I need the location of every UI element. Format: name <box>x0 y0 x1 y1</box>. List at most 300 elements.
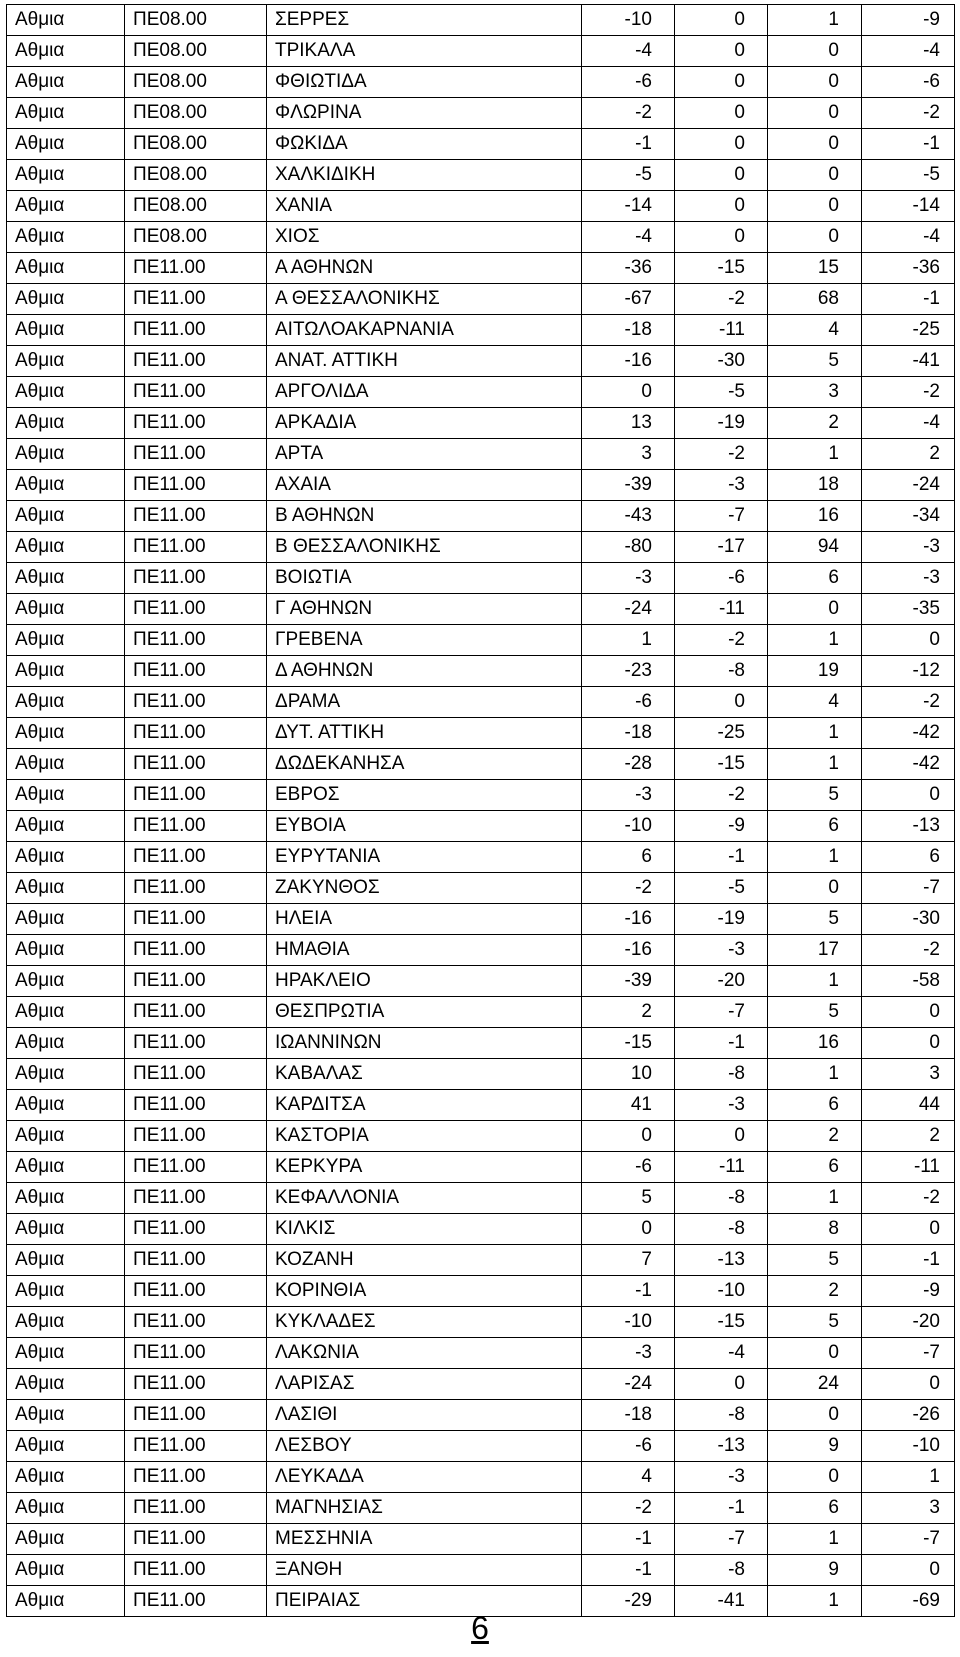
level-cell: Αθμια <box>7 1307 125 1338</box>
table-row <box>7 315 955 346</box>
specialty-cell: ΠΕ11.00 <box>125 966 267 997</box>
value-1-cell: -67 <box>582 284 675 315</box>
value-2-cell: -3 <box>675 1462 768 1493</box>
value-3-cell: 1 <box>768 966 862 997</box>
value-3-cell: 2 <box>768 1276 862 1307</box>
value-3-cell: 0 <box>768 222 862 253</box>
region-cell: ΛΑΡΙΣΑΣ <box>267 1369 582 1400</box>
region-cell: ΗΛΕΙΑ <box>267 904 582 935</box>
value-1-cell: 0 <box>582 1121 675 1152</box>
specialty-cell: ΠΕ11.00 <box>125 501 267 532</box>
specialty-cell: ΠΕ11.00 <box>125 1183 267 1214</box>
table-row <box>7 656 955 687</box>
total-cell: -4 <box>862 36 955 67</box>
level-cell: Αθμια <box>7 873 125 904</box>
total-cell: -25 <box>862 315 955 346</box>
value-2-cell: 0 <box>675 5 768 36</box>
table-row <box>7 563 955 594</box>
level-cell: Αθμια <box>7 1090 125 1121</box>
table-row <box>7 780 955 811</box>
table-row <box>7 470 955 501</box>
specialty-cell: ΠΕ08.00 <box>125 36 267 67</box>
specialty-cell: ΠΕ11.00 <box>125 594 267 625</box>
value-2-cell: -8 <box>675 1400 768 1431</box>
value-2-cell: -11 <box>675 1152 768 1183</box>
total-cell: -7 <box>862 873 955 904</box>
region-cell: Δ ΑΘΗΝΩΝ <box>267 656 582 687</box>
specialty-cell: ΠΕ11.00 <box>125 656 267 687</box>
specialty-cell: ΠΕ11.00 <box>125 904 267 935</box>
table-row <box>7 439 955 470</box>
value-3-cell: 3 <box>768 377 862 408</box>
value-2-cell: -13 <box>675 1431 768 1462</box>
value-3-cell: 24 <box>768 1369 862 1400</box>
value-2-cell: -25 <box>675 718 768 749</box>
value-1-cell: -1 <box>582 129 675 160</box>
specialty-cell: ΠΕ11.00 <box>125 1276 267 1307</box>
level-cell: Αθμια <box>7 408 125 439</box>
specialty-cell: ΠΕ08.00 <box>125 191 267 222</box>
specialty-cell: ΠΕ11.00 <box>125 253 267 284</box>
value-1-cell: -3 <box>582 780 675 811</box>
value-1-cell: 41 <box>582 1090 675 1121</box>
region-cell: ΧΙΟΣ <box>267 222 582 253</box>
value-2-cell: -41 <box>675 1586 768 1617</box>
level-cell: Αθμια <box>7 1276 125 1307</box>
region-cell: ΧΑΝΙΑ <box>267 191 582 222</box>
specialty-cell: ΠΕ11.00 <box>125 780 267 811</box>
table-row <box>7 842 955 873</box>
table-row <box>7 1369 955 1400</box>
total-cell: -35 <box>862 594 955 625</box>
level-cell: Αθμια <box>7 377 125 408</box>
value-1-cell: -18 <box>582 1400 675 1431</box>
value-3-cell: 2 <box>768 1121 862 1152</box>
value-1-cell: -39 <box>582 470 675 501</box>
total-cell: -4 <box>862 222 955 253</box>
value-1-cell: 10 <box>582 1059 675 1090</box>
specialty-cell: ΠΕ11.00 <box>125 532 267 563</box>
level-cell: Αθμια <box>7 904 125 935</box>
value-1-cell: 5 <box>582 1183 675 1214</box>
total-cell: 0 <box>862 780 955 811</box>
region-cell: ΚΑΡΔΙΤΣΑ <box>267 1090 582 1121</box>
table-row <box>7 594 955 625</box>
value-1-cell: 4 <box>582 1462 675 1493</box>
region-cell: ΙΩΑΝΝΙΝΩΝ <box>267 1028 582 1059</box>
value-3-cell: 16 <box>768 501 862 532</box>
table-row <box>7 1555 955 1586</box>
specialty-cell: ΠΕ11.00 <box>125 873 267 904</box>
value-2-cell: 0 <box>675 191 768 222</box>
total-cell: -69 <box>862 1586 955 1617</box>
table-row <box>7 129 955 160</box>
value-1-cell: -3 <box>582 563 675 594</box>
value-3-cell: 16 <box>768 1028 862 1059</box>
value-3-cell: 1 <box>768 749 862 780</box>
specialty-cell: ΠΕ11.00 <box>125 1431 267 1462</box>
value-2-cell: -5 <box>675 377 768 408</box>
value-2-cell: -7 <box>675 1524 768 1555</box>
value-3-cell: 5 <box>768 346 862 377</box>
value-1-cell: -2 <box>582 873 675 904</box>
value-2-cell: -15 <box>675 1307 768 1338</box>
value-3-cell: 1 <box>768 1059 862 1090</box>
value-3-cell: 6 <box>768 1090 862 1121</box>
value-2-cell: -2 <box>675 780 768 811</box>
level-cell: Αθμια <box>7 1152 125 1183</box>
region-cell: ΕΥΡΥΤΑΝΙΑ <box>267 842 582 873</box>
value-2-cell: -1 <box>675 1028 768 1059</box>
total-cell: -58 <box>862 966 955 997</box>
region-cell: ΚΟΖΑΝΗ <box>267 1245 582 1276</box>
value-1-cell: 2 <box>582 997 675 1028</box>
value-2-cell: -3 <box>675 1090 768 1121</box>
region-cell: ΖΑΚΥΝΘΟΣ <box>267 873 582 904</box>
value-3-cell: 0 <box>768 1400 862 1431</box>
value-1-cell: -1 <box>582 1276 675 1307</box>
value-2-cell: -8 <box>675 1214 768 1245</box>
value-1-cell: -23 <box>582 656 675 687</box>
value-1-cell: -10 <box>582 811 675 842</box>
level-cell: Αθμια <box>7 1431 125 1462</box>
level-cell: Αθμια <box>7 5 125 36</box>
value-3-cell: 9 <box>768 1555 862 1586</box>
data-table <box>6 4 955 1617</box>
specialty-cell: ΠΕ11.00 <box>125 718 267 749</box>
region-cell: ΒΟΙΩΤΙΑ <box>267 563 582 594</box>
value-3-cell: 6 <box>768 563 862 594</box>
total-cell: -5 <box>862 160 955 191</box>
value-2-cell: -30 <box>675 346 768 377</box>
total-cell: 2 <box>862 439 955 470</box>
value-3-cell: 0 <box>768 873 862 904</box>
level-cell: Αθμια <box>7 284 125 315</box>
specialty-cell: ΠΕ11.00 <box>125 408 267 439</box>
total-cell: -6 <box>862 67 955 98</box>
region-cell: ΑΡΓΟΛΙΔΑ <box>267 377 582 408</box>
value-2-cell: -7 <box>675 501 768 532</box>
specialty-cell: ΠΕ11.00 <box>125 439 267 470</box>
value-2-cell: -6 <box>675 563 768 594</box>
specialty-cell: ΠΕ11.00 <box>125 1307 267 1338</box>
total-cell: -7 <box>862 1338 955 1369</box>
specialty-cell: ΠΕ11.00 <box>125 1586 267 1617</box>
specialty-cell: ΠΕ11.00 <box>125 625 267 656</box>
table-row <box>7 67 955 98</box>
value-2-cell: -11 <box>675 315 768 346</box>
region-cell: ΧΑΛΚΙΔΙΚΗ <box>267 160 582 191</box>
value-2-cell: -15 <box>675 253 768 284</box>
value-2-cell: -2 <box>675 625 768 656</box>
value-3-cell: 1 <box>768 5 862 36</box>
value-1-cell: 0 <box>582 377 675 408</box>
level-cell: Αθμια <box>7 36 125 67</box>
table-row <box>7 1214 955 1245</box>
level-cell: Αθμια <box>7 780 125 811</box>
table-row <box>7 1338 955 1369</box>
level-cell: Αθμια <box>7 1245 125 1276</box>
value-2-cell: 0 <box>675 222 768 253</box>
total-cell: -2 <box>862 98 955 129</box>
region-cell: ΗΜΑΘΙΑ <box>267 935 582 966</box>
value-1-cell: -16 <box>582 904 675 935</box>
level-cell: Αθμια <box>7 1369 125 1400</box>
value-1-cell: -29 <box>582 1586 675 1617</box>
table-row <box>7 98 955 129</box>
table-row <box>7 408 955 439</box>
region-cell: ΛΕΣΒΟΥ <box>267 1431 582 1462</box>
table-row <box>7 532 955 563</box>
level-cell: Αθμια <box>7 222 125 253</box>
value-1-cell: 3 <box>582 439 675 470</box>
region-cell: ΚΕΦΑΛΛΟΝΙΑ <box>267 1183 582 1214</box>
total-cell: -12 <box>862 656 955 687</box>
table-row <box>7 284 955 315</box>
total-cell: 1 <box>862 1462 955 1493</box>
level-cell: Αθμια <box>7 935 125 966</box>
table-row <box>7 346 955 377</box>
table-row <box>7 966 955 997</box>
level-cell: Αθμια <box>7 160 125 191</box>
value-1-cell: -3 <box>582 1338 675 1369</box>
region-cell: ΕΒΡΟΣ <box>267 780 582 811</box>
value-3-cell: 1 <box>768 1524 862 1555</box>
value-3-cell: 4 <box>768 687 862 718</box>
specialty-cell: ΠΕ11.00 <box>125 470 267 501</box>
value-3-cell: 15 <box>768 253 862 284</box>
value-3-cell: 0 <box>768 160 862 191</box>
table-row <box>7 1400 955 1431</box>
table-row <box>7 1121 955 1152</box>
value-1-cell: 0 <box>582 1214 675 1245</box>
level-cell: Αθμια <box>7 1338 125 1369</box>
total-cell: -1 <box>862 284 955 315</box>
specialty-cell: ΠΕ11.00 <box>125 563 267 594</box>
region-cell: ΜΑΓΝΗΣΙΑΣ <box>267 1493 582 1524</box>
value-3-cell: 5 <box>768 904 862 935</box>
value-3-cell: 5 <box>768 997 862 1028</box>
total-cell: 44 <box>862 1090 955 1121</box>
region-cell: ΔΥΤ. ΑΤΤΙΚΗ <box>267 718 582 749</box>
total-cell: 0 <box>862 1369 955 1400</box>
region-cell: ΜΕΣΣΗΝΙΑ <box>267 1524 582 1555</box>
value-1-cell: 7 <box>582 1245 675 1276</box>
value-2-cell: 0 <box>675 160 768 191</box>
value-1-cell: -1 <box>582 1524 675 1555</box>
table-row <box>7 997 955 1028</box>
total-cell: -13 <box>862 811 955 842</box>
total-cell: -26 <box>862 1400 955 1431</box>
region-cell: ΛΑΚΩΝΙΑ <box>267 1338 582 1369</box>
table-row <box>7 253 955 284</box>
table-row <box>7 36 955 67</box>
level-cell: Αθμια <box>7 718 125 749</box>
value-1-cell: 1 <box>582 625 675 656</box>
region-cell: ΚΟΡΙΝΘΙΑ <box>267 1276 582 1307</box>
specialty-cell: ΠΕ11.00 <box>125 1214 267 1245</box>
table-row <box>7 904 955 935</box>
level-cell: Αθμια <box>7 1183 125 1214</box>
value-3-cell: 4 <box>768 315 862 346</box>
region-cell: ΠΕΙΡΑΙΑΣ <box>267 1586 582 1617</box>
total-cell: 0 <box>862 997 955 1028</box>
total-cell: -10 <box>862 1431 955 1462</box>
value-2-cell: -19 <box>675 408 768 439</box>
level-cell: Αθμια <box>7 532 125 563</box>
table-row <box>7 1493 955 1524</box>
level-cell: Αθμια <box>7 98 125 129</box>
table-row <box>7 1183 955 1214</box>
table-row <box>7 222 955 253</box>
value-2-cell: -8 <box>675 1555 768 1586</box>
value-1-cell: -18 <box>582 718 675 749</box>
table-row <box>7 1059 955 1090</box>
value-3-cell: 1 <box>768 1586 862 1617</box>
value-2-cell: 0 <box>675 67 768 98</box>
region-cell: ΑΧΑΙΑ <box>267 470 582 501</box>
specialty-cell: ΠΕ11.00 <box>125 1121 267 1152</box>
total-cell: -4 <box>862 408 955 439</box>
value-1-cell: -6 <box>582 67 675 98</box>
level-cell: Αθμια <box>7 1400 125 1431</box>
table-row <box>7 191 955 222</box>
specialty-cell: ΠΕ08.00 <box>125 129 267 160</box>
value-2-cell: -7 <box>675 997 768 1028</box>
total-cell: 0 <box>862 625 955 656</box>
total-cell: 3 <box>862 1059 955 1090</box>
region-cell: ΘΕΣΠΡΩΤΙΑ <box>267 997 582 1028</box>
page-number: 6 <box>471 1610 489 1646</box>
table-row <box>7 1028 955 1059</box>
value-2-cell: -15 <box>675 749 768 780</box>
level-cell: Αθμια <box>7 842 125 873</box>
value-1-cell: -18 <box>582 315 675 346</box>
level-cell: Αθμια <box>7 594 125 625</box>
table-row <box>7 749 955 780</box>
table-row <box>7 1152 955 1183</box>
region-cell: ΦΩΚΙΔΑ <box>267 129 582 160</box>
region-cell: ΚΑΣΤΟΡΙΑ <box>267 1121 582 1152</box>
region-cell: ΤΡΙΚΑΛΑ <box>267 36 582 67</box>
region-cell: ΦΛΩΡΙΝΑ <box>267 98 582 129</box>
specialty-cell: ΠΕ08.00 <box>125 5 267 36</box>
value-1-cell: -4 <box>582 36 675 67</box>
total-cell: -7 <box>862 1524 955 1555</box>
value-1-cell: -80 <box>582 532 675 563</box>
table-row <box>7 377 955 408</box>
specialty-cell: ΠΕ11.00 <box>125 284 267 315</box>
value-1-cell: -24 <box>582 594 675 625</box>
table-row <box>7 1090 955 1121</box>
value-1-cell: -39 <box>582 966 675 997</box>
level-cell: Αθμια <box>7 966 125 997</box>
level-cell: Αθμια <box>7 1028 125 1059</box>
specialty-cell: ΠΕ11.00 <box>125 1090 267 1121</box>
total-cell: -2 <box>862 1183 955 1214</box>
specialty-cell: ΠΕ11.00 <box>125 997 267 1028</box>
value-1-cell: -6 <box>582 1431 675 1462</box>
level-cell: Αθμια <box>7 501 125 532</box>
region-cell: ΑΡΤΑ <box>267 439 582 470</box>
value-1-cell: -28 <box>582 749 675 780</box>
total-cell: -20 <box>862 1307 955 1338</box>
value-3-cell: 17 <box>768 935 862 966</box>
region-cell: Β ΘΕΣΣΑΛΟΝΙΚΗΣ <box>267 532 582 563</box>
value-3-cell: 2 <box>768 408 862 439</box>
table-row <box>7 160 955 191</box>
value-2-cell: -8 <box>675 656 768 687</box>
region-cell: ΓΡΕΒΕΝΑ <box>267 625 582 656</box>
value-2-cell: -1 <box>675 1493 768 1524</box>
region-cell: ΛΑΣΙΘΙ <box>267 1400 582 1431</box>
value-3-cell: 19 <box>768 656 862 687</box>
value-2-cell: -13 <box>675 1245 768 1276</box>
level-cell: Αθμια <box>7 1493 125 1524</box>
value-3-cell: 18 <box>768 470 862 501</box>
level-cell: Αθμια <box>7 315 125 346</box>
value-2-cell: -19 <box>675 904 768 935</box>
level-cell: Αθμια <box>7 997 125 1028</box>
value-2-cell: -10 <box>675 1276 768 1307</box>
value-1-cell: -5 <box>582 160 675 191</box>
level-cell: Αθμια <box>7 1555 125 1586</box>
total-cell: -24 <box>862 470 955 501</box>
value-1-cell: -1 <box>582 1555 675 1586</box>
table-row <box>7 625 955 656</box>
value-3-cell: 0 <box>768 129 862 160</box>
value-1-cell: -36 <box>582 253 675 284</box>
level-cell: Αθμια <box>7 253 125 284</box>
specialty-cell: ΠΕ11.00 <box>125 1369 267 1400</box>
table-row <box>7 1462 955 1493</box>
total-cell: -9 <box>862 1276 955 1307</box>
region-cell: ΗΡΑΚΛΕΙΟ <box>267 966 582 997</box>
value-3-cell: 6 <box>768 1152 862 1183</box>
specialty-cell: ΠΕ11.00 <box>125 811 267 842</box>
value-1-cell: -14 <box>582 191 675 222</box>
value-2-cell: 0 <box>675 1121 768 1152</box>
value-1-cell: -2 <box>582 98 675 129</box>
region-cell: Α ΘΕΣΣΑΛΟΝΙΚΗΣ <box>267 284 582 315</box>
region-cell: ΞΑΝΘΗ <box>267 1555 582 1586</box>
level-cell: Αθμια <box>7 749 125 780</box>
value-2-cell: -2 <box>675 439 768 470</box>
value-1-cell: -10 <box>582 1307 675 1338</box>
level-cell: Αθμια <box>7 191 125 222</box>
specialty-cell: ΠΕ11.00 <box>125 315 267 346</box>
specialty-cell: ΠΕ11.00 <box>125 1245 267 1276</box>
value-3-cell: 5 <box>768 1307 862 1338</box>
region-cell: ΚΙΛΚΙΣ <box>267 1214 582 1245</box>
total-cell: -34 <box>862 501 955 532</box>
total-cell: -3 <box>862 563 955 594</box>
total-cell: -3 <box>862 532 955 563</box>
table-row <box>7 718 955 749</box>
specialty-cell: ΠΕ08.00 <box>125 98 267 129</box>
specialty-cell: ΠΕ11.00 <box>125 1059 267 1090</box>
value-2-cell: -4 <box>675 1338 768 1369</box>
region-cell: Α ΑΘΗΝΩΝ <box>267 253 582 284</box>
table-row <box>7 1431 955 1462</box>
level-cell: Αθμια <box>7 625 125 656</box>
value-2-cell: -8 <box>675 1059 768 1090</box>
value-3-cell: 0 <box>768 1338 862 1369</box>
value-1-cell: -4 <box>582 222 675 253</box>
specialty-cell: ΠΕ08.00 <box>125 222 267 253</box>
value-3-cell: 5 <box>768 1245 862 1276</box>
level-cell: Αθμια <box>7 656 125 687</box>
